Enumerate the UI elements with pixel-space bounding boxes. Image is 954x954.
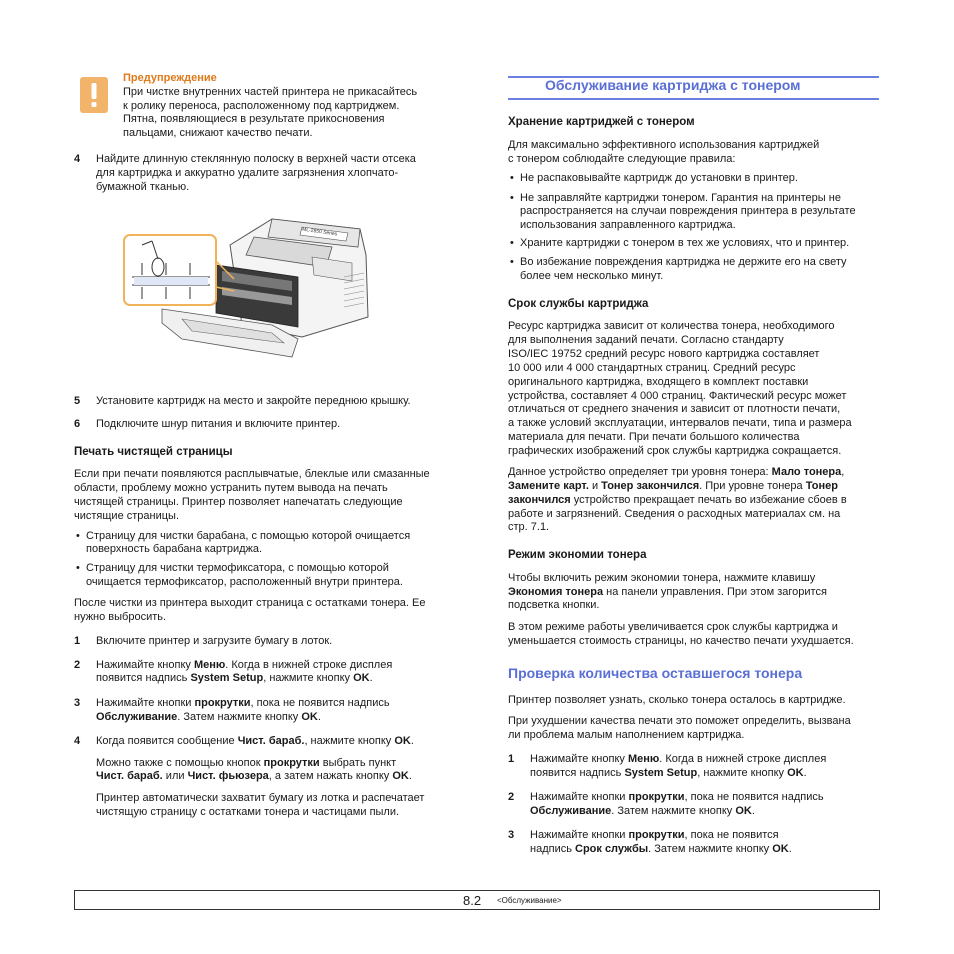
check2-line-2: ли проблема малым наполнением картриджа.	[508, 729, 745, 741]
bullet-drum-line-2: поверхность барабана картриджа.	[86, 543, 263, 555]
cleaning-intro-line-4: чистящие страницы.	[74, 510, 179, 522]
warning-title: Предупреждение	[123, 72, 217, 84]
after-cleaning-line-1: После чистки из принтера выходит страница с остатками тонера. Ее	[74, 597, 426, 609]
check2-line-1: При ухудшении качества печати это поможет определить, вызвана	[508, 715, 851, 727]
bullet-fuser-line-2: очищается термофиксатор, расположенный внутри принтера.	[86, 576, 403, 588]
storage-bullet-4-line-2: более чем несколько минут.	[520, 270, 664, 282]
eco-heading: Режим экономии тонера	[508, 549, 647, 561]
life-line-10: графических изображений срок службы картриджа сокращается.	[508, 445, 842, 457]
bullet-fuser-line-1: Страницу для чистки термофиксатора, с помощью которой	[86, 562, 389, 574]
life-line-2: для выполнения заданий печати. Согласно стандарту	[508, 334, 784, 346]
storage-bullet-1-text: Не распаковывайте картридж до установки в принтер.	[520, 172, 798, 184]
title-rule-bottom	[508, 98, 879, 100]
clean-step-3-line-2: Обслуживание. Затем нажмите кнопку OK.	[96, 711, 321, 723]
clean-step-3-line-1: Нажимайте кнопки прокрутки, пока не появится надпись	[96, 697, 390, 709]
clean-step-2-line-1: Нажимайте кнопку Меню. Когда в нижней строке дисплея	[96, 659, 393, 671]
life-line-9: материала для печати. При печати большого количества	[508, 431, 800, 443]
levels-line-1: Данное устройство определяет три уровня тонера: Мало тонера,	[508, 466, 845, 478]
check-step-2-line-1: Нажимайте кнопки прокрутки, пока не появится надпись	[530, 791, 824, 803]
step-6-number: 6	[74, 418, 81, 430]
life-heading: Срок службы картриджа	[508, 298, 649, 310]
step-4-line-1: Найдите длинную стеклянную полоску в верхней части отсека	[96, 153, 416, 165]
clean-step-2-line-2: появится надпись System Setup, нажмите кнопку OK.	[96, 672, 373, 684]
page-number: 8.2	[463, 893, 482, 908]
clean-step-4-alt-line-2: Чист. бараб. или Чист. фьюзера, а затем нажать кнопку OK.	[96, 770, 412, 782]
life-line-7: отличаться от среднего значения и зависит от плотности печати,	[508, 403, 841, 415]
storage-heading: Хранение картриджей с тонером	[508, 116, 695, 128]
check-step-2-number: 2	[508, 791, 515, 803]
warning-text-line-3: Пятна, появляющиеся в результате прикосновения	[123, 113, 385, 125]
storage-bullet-3: •	[510, 237, 514, 249]
exclamation-icon	[80, 77, 108, 113]
printer-model-label: ML-2850 Series	[301, 226, 338, 238]
eco-line-2: Экономия тонера на панели управления. При этом загорится	[508, 586, 827, 598]
cleaning-page-heading: Печать чистящей страницы	[74, 446, 233, 458]
life-line-6: устройства, составляет 4 000 страниц. Фактический ресурс может	[508, 390, 847, 402]
levels-line-2: Замените карт. и Тонер закончился. При уровне тонера Тонер	[508, 480, 838, 492]
clean-step-3-number: 3	[74, 697, 81, 709]
life-line-5: оригинального картриджа, входящего в комплект поставки	[508, 376, 809, 388]
step-4-line-3: бумажной тканью.	[96, 181, 190, 193]
clean-step-4-number: 4	[74, 735, 81, 747]
storage-intro-line-1: Для максимально эффективного использования картриджей	[508, 139, 820, 151]
check-step-1-line-1: Нажимайте кнопку Меню. Когда в нижней строке дисплея	[530, 753, 827, 765]
check-step-1-line-2: появится надпись System Setup, нажмите кнопку OK.	[530, 767, 807, 779]
printer-illustration	[122, 207, 378, 367]
storage-bullet-1: •	[510, 172, 514, 184]
storage-bullet-4: •	[510, 256, 514, 268]
life-line-1: Ресурс картриджа зависит от количества тонера, необходимого	[508, 320, 835, 332]
clean-step-4-alt-line-1: Можно также с помощью кнопок прокрутки выбрать пункт	[96, 757, 397, 769]
check-step-3-line-2: надпись Срок службы. Затем нажмите кнопку OK.	[530, 843, 792, 855]
storage-bullet-2-line-3: использования заправленного картриджа.	[520, 219, 736, 231]
clean-step-1-number: 1	[74, 635, 81, 647]
clean-step-2-number: 2	[74, 659, 81, 671]
levels-line-5: стр. 7.1.	[508, 521, 550, 533]
after-cleaning-line-2: нужно выбросить.	[74, 611, 167, 623]
eco2-line-2: уменьшается стоимость страницы, но качество печати ухудшается.	[508, 635, 854, 647]
cleaning-intro-line-2: области, проблему можно устранить путем вывода на печать	[74, 482, 388, 494]
step-5-text: Установите картридж на место и закройте переднюю крышку.	[96, 395, 411, 407]
bullet-fuser: •	[76, 562, 80, 574]
footer	[74, 890, 880, 910]
eco2-line-1: В этом режиме работы увеличивается срок службы картриджа и	[508, 621, 838, 633]
step-5-number: 5	[74, 395, 81, 407]
bullet-drum: •	[76, 530, 80, 542]
life-line-4: 10 000 или 4 000 стандартных страниц. Средний ресурс	[508, 362, 796, 374]
footer-section-label: <Обслуживание>	[497, 896, 562, 905]
step-6-text: Подключите шнур питания и включите принтер.	[96, 418, 341, 430]
storage-bullet-4-line-1: Во избежание повреждения картриджа не держите его на свету	[520, 256, 847, 268]
step-4-line-2: для картриджа и аккуратно удалите загрязнения хлопчато-	[96, 167, 399, 179]
life-line-3: ISO/IEC 19752 средний ресурс нового картриджа составляет	[508, 348, 820, 360]
levels-line-3: закончился устройство прекращает печать во избежание сбоев в	[508, 494, 847, 506]
cleaning-intro-line-3: чистящей страницы. Принтер позволяет напечатать следующие	[74, 496, 403, 508]
storage-bullet-3-text: Храните картриджи с тонером в тех же условиях, что и принтер.	[520, 237, 850, 249]
check-line-1: Принтер позволяет узнать, сколько тонера осталось в картридже.	[508, 694, 846, 706]
warning-text-line-1: При чистке внутренних частей принтера не прикасайтесь	[123, 86, 418, 98]
clean-step-4-result-line-1: Принтер автоматически захватит бумагу из лотка и распечатает	[96, 792, 425, 804]
warning-text-line-4: пальцами, снижают качество печати.	[123, 127, 313, 139]
life-line-8: а также условий эксплуатации, интервалов печати, типа и размера	[508, 417, 852, 429]
check-step-3-number: 3	[508, 829, 515, 841]
clean-step-1-text: Включите принтер и загрузите бумагу в лоток.	[96, 635, 333, 647]
warning-text-line-2: к ролику переноса, расположенному под картриджем.	[123, 100, 400, 112]
bullet-drum-line-1: Страницу для чистки барабана, с помощью которой очищается	[86, 530, 411, 542]
clean-step-4-text: Когда появится сообщение Чист. бараб., нажмите кнопку OK.	[96, 735, 414, 747]
storage-bullet-2-line-2: распространяется на случаи повреждения принтера в результате	[520, 205, 856, 217]
eco-line-3: подсветка кнопки.	[508, 599, 600, 611]
check-step-3-line-1: Нажимайте кнопки прокрутки, пока не появится	[530, 829, 779, 841]
check-step-2-line-2: Обслуживание. Затем нажмите кнопку OK.	[530, 805, 755, 817]
cleaning-intro-line-1: Если при печати появляются расплывчатые, блеклые или смазанные	[74, 468, 430, 480]
levels-line-4: работе и загрязнений. Сведения о расходных материалах см. на	[508, 508, 841, 520]
check-toner-heading: Проверка количества оставшегося тонера	[508, 665, 803, 681]
warning-icon-box	[80, 77, 108, 113]
check-step-1-number: 1	[508, 753, 515, 765]
storage-intro-line-2: с тонером соблюдайте следующие правила:	[508, 153, 736, 165]
clean-step-4-result-line-2: чистящую страницу с остатками тонера и частицами пыли.	[96, 806, 400, 818]
eco-line-1: Чтобы включить режим экономии тонера, нажмите клавишу	[508, 572, 816, 584]
storage-bullet-2: •	[510, 192, 514, 204]
storage-bullet-2-line-1: Не заправляйте картриджи тонером. Гарантия на принтеры не	[520, 192, 841, 204]
step-4-number: 4	[74, 153, 81, 165]
page-title: Обслуживание картриджа с тонером	[545, 77, 801, 93]
